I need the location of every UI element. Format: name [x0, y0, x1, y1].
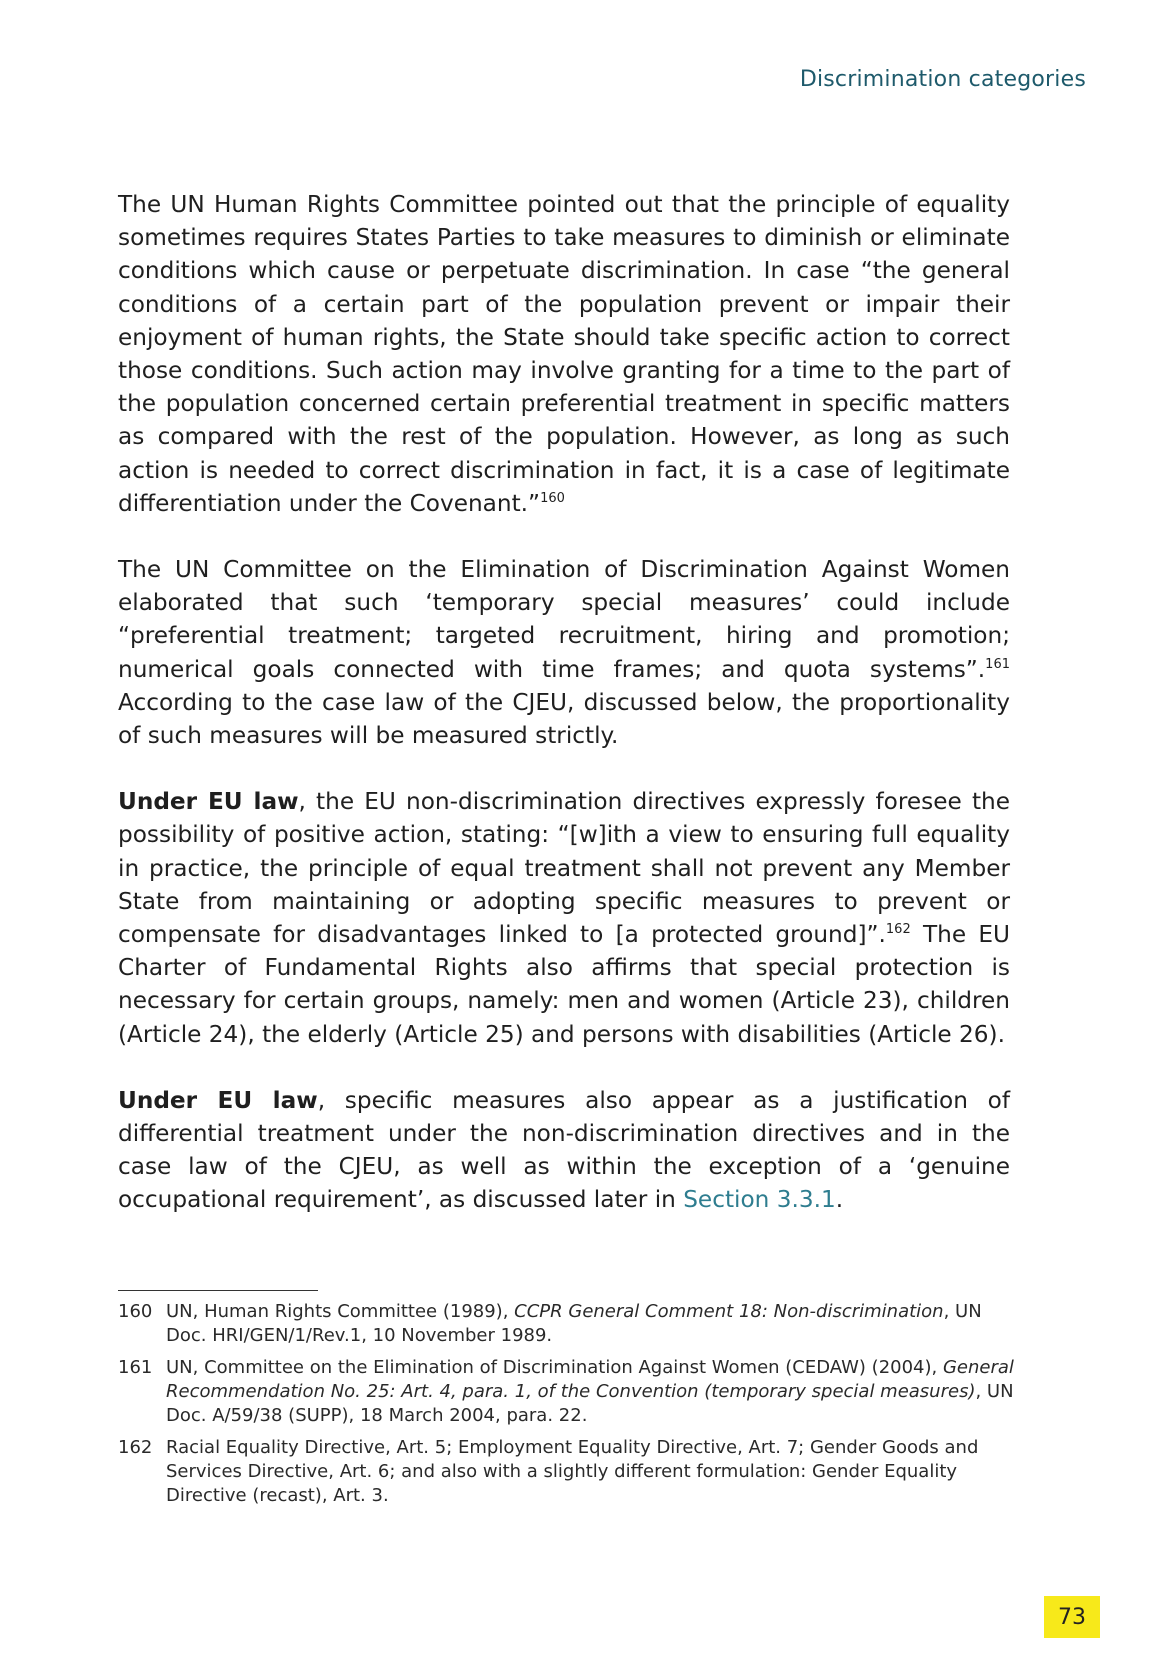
paragraph-eu-law-positive-action: [118, 785, 1010, 1051]
footnote-text: Racial Equality Directive, Art. 5; Employment Equality Directive, Art. 7; Gender Goods and Services Directive, Art. 6; and also with a slightly different formulation: Gender Equality Directive (recast), Art. 3.: [166, 1437, 979, 1506]
section-link[interactable]: Section 3.3.1: [683, 1186, 836, 1214]
footnote-number: 160: [118, 1301, 153, 1322]
footnote-160: [118, 1300, 1018, 1348]
paragraph-hrc: [118, 188, 1010, 520]
footnote-title: CCPR General Comment 18: Non-discrimination: [514, 1301, 944, 1322]
paragraph-end: .: [835, 1186, 844, 1214]
footnote-ref-160[interactable]: 160: [540, 490, 565, 506]
paragraph-cedaw: [118, 553, 1010, 752]
page-number: 73: [1044, 1596, 1100, 1638]
paragraph-specific-measures-text: , specific measures also appear as a justification of differential treatment under the non-discrimination directives and in the case law of the CJEU, as well as within the exception of a ‘genuine occupational requirement’, as discussed later in: [118, 1086, 1010, 1214]
paragraph-eu-law-text-cont: The EU Charter of Fundamental Rights also affirms that special protection is necessary for certain groups, namely: men and women (Article 23), children (Article 24), the elderly (Article 25) and persons with disabilities (Article 26).: [118, 921, 1010, 1048]
footnote-161: [118, 1356, 1018, 1428]
footnote-text-part: , UN Doc. HRI/GEN/1/Rev.1, 10 November 1989.: [166, 1301, 982, 1346]
paragraph-eu-law-text: , the EU non-discrimination directives expressly foresee the possibility of positive action, stating: “[w]ith a view to ensuring full equality in practice, the principle of equal treatment shall not prevent any Member State from maintaining or adopting specific measures to prevent or compensate for disadvantages linked to [a protected ground]”.: [118, 788, 1010, 949]
footnote-number: 161: [118, 1357, 153, 1378]
footnote-162: [118, 1436, 1018, 1508]
paragraph-cedaw-text: The UN Committee on the Elimination of Discrimination Against Women elaborated that such ‘temporary special measures’ could include “preferential treatment; targeted recruitment, hiring and promotion; numerical goals connected with time frames; and quota systems”.: [118, 556, 1010, 683]
main-content: [118, 188, 1010, 1250]
footnote-ref-161[interactable]: 161: [985, 656, 1010, 672]
eu-law-label-2: Under EU law: [118, 1086, 318, 1114]
footnote-text-part: UN, Human Rights Committee (1989),: [166, 1301, 515, 1322]
footnote-text-part: UN, Committee on the Elimination of Discrimination Against Women (CEDAW) (2004),: [166, 1357, 943, 1378]
footnote-divider: [118, 1290, 318, 1291]
footnote-title: General Recommendation No. 25: Art. 4, para. 1, of the Convention (temporary special measures): [166, 1357, 1014, 1402]
paragraph-cedaw-text-cont: According to the case law of the CJEU, discussed below, the proportionality of such measures will be measured strictly.: [118, 688, 1010, 750]
footnotes: [118, 1300, 1018, 1516]
running-header: Discrimination categories: [799, 67, 1086, 92]
paragraph-eu-law-specific-measures: [118, 1084, 1010, 1217]
eu-law-label: Under EU law: [118, 788, 299, 816]
footnote-text-part: , UN Doc. A/59/38 (SUPP), 18 March 2004, para. 22.: [166, 1381, 1014, 1426]
paragraph-hrc-text: The UN Human Rights Committee pointed out that the principle of equality sometimes requires States Parties to take measures to diminish or eliminate conditions which cause or perpetuate discrimination. In case “the general conditions of a certain part of the population prevent or impair their enjoyment of human rights, the State should take specific action to correct those conditions. Such action may involve granting for a time to the part of the population concerned certain preferential treatment in specific matters as compared with the rest of the population. However, as long as such action is needed to correct discrimination in fact, it is a case of legitimate differentiation under the Covenant.”: [118, 191, 1010, 517]
footnote-text: [166, 1300, 1018, 1348]
footnote-text: [166, 1356, 1018, 1428]
footnote-ref-162[interactable]: 162: [885, 922, 911, 938]
footnote-number: 162: [118, 1437, 153, 1458]
